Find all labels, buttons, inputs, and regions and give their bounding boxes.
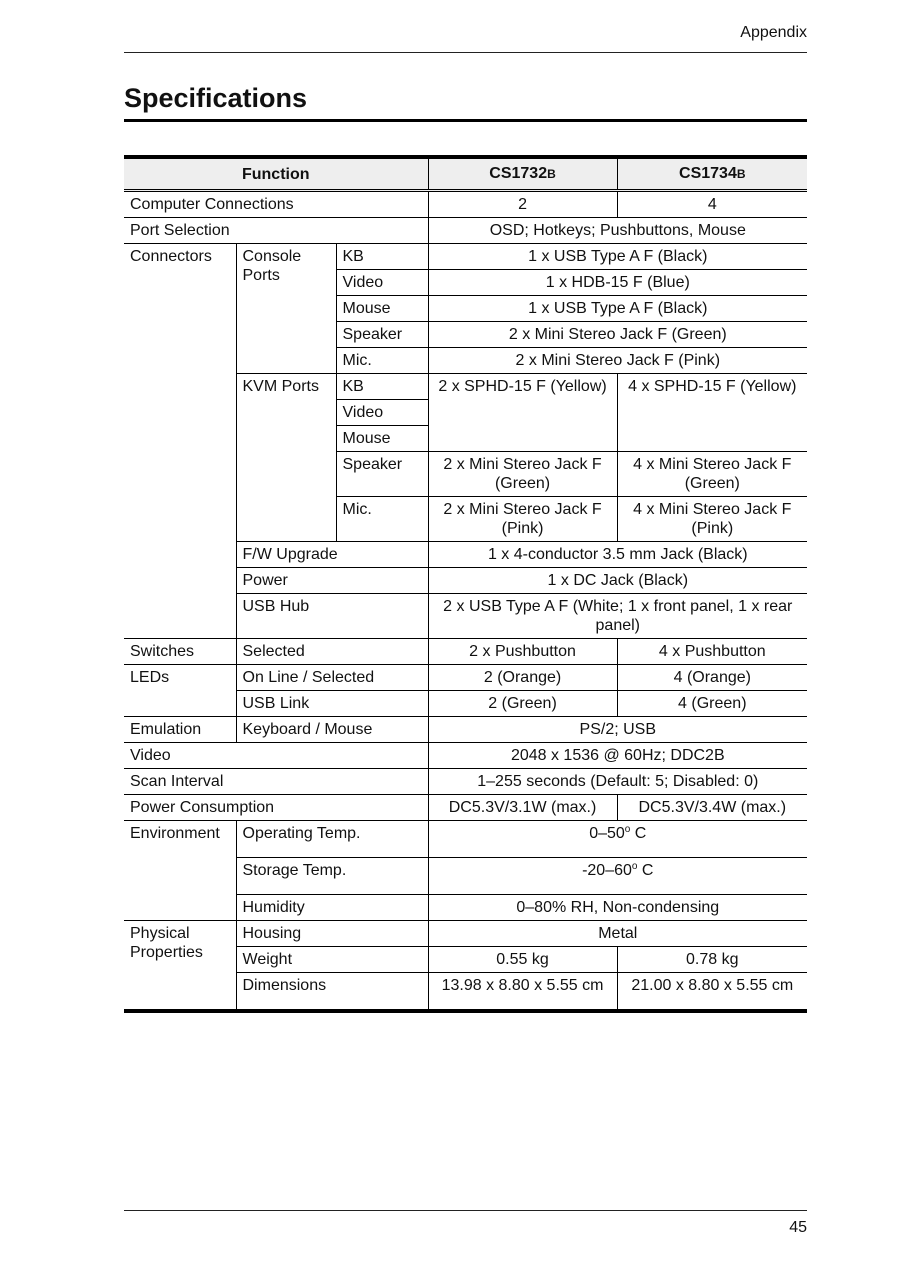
value-cs1732b: 2 x Pushbutton	[428, 639, 617, 665]
value-cs1734b: 0.78 kg	[617, 947, 807, 973]
function-header: Function	[124, 157, 428, 191]
degree-mark: o	[624, 824, 631, 835]
value-shared: 2 x Mini Stereo Jack F (Green)	[428, 322, 807, 348]
row-label-computer-connections: Computer Connections	[124, 191, 428, 218]
sub-label-storage-temp: Storage Temp.	[236, 858, 428, 895]
model-header-cs1732b	[428, 157, 617, 191]
table-row	[124, 639, 807, 665]
group-label-console-ports: Console Ports	[236, 244, 336, 374]
value-shared: 1 x 4-conductor 3.5 mm Jack (Black)	[428, 542, 807, 568]
table-row	[124, 743, 807, 769]
running-header: Appendix	[740, 24, 807, 41]
title-rule	[124, 119, 807, 122]
value-shared: 1 x HDB-15 F (Blue)	[428, 270, 807, 296]
value-cs1732b: DC5.3V/3.1W (max.)	[428, 795, 617, 821]
value-shared: 2048 x 1536 @ 60Hz; DDC2B	[428, 743, 807, 769]
page-title: Specifications	[124, 83, 308, 113]
table-row	[124, 795, 807, 821]
value-shared	[428, 858, 807, 895]
value-shared: Metal	[428, 921, 807, 947]
value-cs1734b: 4	[617, 191, 807, 218]
sub-label-dimensions: Dimensions	[236, 973, 428, 1012]
sub-label-usb-hub: USB Hub	[236, 594, 428, 639]
sub-label-mouse: Mouse	[336, 296, 428, 322]
footer-rule	[124, 1210, 807, 1211]
table-row	[124, 665, 807, 691]
sub-label-video: Video	[336, 270, 428, 296]
row-label-port-selection: Port Selection	[124, 218, 428, 244]
sub-label-selected: Selected	[236, 639, 428, 665]
value-cs1734b: 4 x SPHD-15 F (Yellow)	[617, 374, 807, 452]
unit-text: C	[637, 862, 654, 879]
row-label-environment: Environment	[124, 821, 236, 921]
sub-label-usb-link: USB Link	[236, 691, 428, 717]
sub-label-fw-upgrade: F/W Upgrade	[236, 542, 428, 568]
value-cs1734b: 4 (Green)	[617, 691, 807, 717]
sub-label-housing: Housing	[236, 921, 428, 947]
value-shared	[428, 821, 807, 858]
table-row	[124, 244, 807, 270]
value-cs1732b: 2 x Mini Stereo Jack F (Pink)	[428, 497, 617, 542]
value-shared: OSD; Hotkeys; Pushbuttons, Mouse	[428, 218, 807, 244]
sub-label-online-selected: On Line / Selected	[236, 665, 428, 691]
value-cs1734b: 4 x Pushbutton	[617, 639, 807, 665]
value-cs1732b: 2	[428, 191, 617, 218]
table-row	[124, 821, 807, 858]
table-row	[124, 191, 807, 218]
sub-label-operating-temp: Operating Temp.	[236, 821, 428, 858]
table-row	[124, 921, 807, 947]
value-shared: 1 x DC Jack (Black)	[428, 568, 807, 594]
value-shared: 1 x USB Type A F (Black)	[428, 296, 807, 322]
model-suffix: B	[547, 167, 556, 181]
value-cs1732b: 2 x SPHD-15 F (Yellow)	[428, 374, 617, 452]
value-cs1734b: 4 x Mini Stereo Jack F (Pink)	[617, 497, 807, 542]
row-label-scan-interval: Scan Interval	[124, 769, 428, 795]
value-cs1732b: 2 x Mini Stereo Jack F (Green)	[428, 452, 617, 497]
model-header-cs1734b	[617, 157, 807, 191]
sub-label-weight: Weight	[236, 947, 428, 973]
value-shared: 1–255 seconds (Default: 5; Disabled: 0)	[428, 769, 807, 795]
sub-label-keyboard-mouse: Keyboard / Mouse	[236, 717, 428, 743]
value-cs1732b: 2 (Orange)	[428, 665, 617, 691]
table-row	[124, 218, 807, 244]
group-label-kvm-ports: KVM Ports	[236, 374, 336, 542]
value-shared: 2 x Mini Stereo Jack F (Pink)	[428, 348, 807, 374]
sub-label-kb: KB	[336, 244, 428, 270]
sub-label-video: Video	[336, 400, 428, 426]
value-cs1734b: DC5.3V/3.4W (max.)	[617, 795, 807, 821]
value-cs1734b: 4 (Orange)	[617, 665, 807, 691]
value-text: -20–60	[582, 862, 632, 879]
model-suffix: B	[736, 167, 746, 181]
value-shared: PS/2; USB	[428, 717, 807, 743]
value-cs1732b: 2 (Green)	[428, 691, 617, 717]
sub-label-power: Power	[236, 568, 428, 594]
specifications-table	[124, 155, 807, 1013]
degree-mark: o	[631, 861, 638, 872]
row-label-power-consumption: Power Consumption	[124, 795, 428, 821]
page-number: 45	[789, 1219, 807, 1236]
row-label-video: Video	[124, 743, 428, 769]
value-cs1734b: 21.00 x 8.80 x 5.55 cm	[617, 973, 807, 1012]
model-name: CS1734	[679, 165, 737, 182]
value-cs1734b: 4 x Mini Stereo Jack F (Green)	[617, 452, 807, 497]
sub-label-mic: Mic.	[336, 348, 428, 374]
header-rule	[124, 52, 807, 53]
sub-label-mic: Mic.	[336, 497, 428, 542]
row-label-physical-properties: Physical Properties	[124, 921, 236, 1012]
model-name: CS1732	[489, 165, 548, 182]
sub-label-speaker: Speaker	[336, 452, 428, 497]
value-cs1732b: 0.55 kg	[428, 947, 617, 973]
table-header-row	[124, 157, 807, 191]
value-shared: 0–80% RH, Non-condensing	[428, 895, 807, 921]
row-label-leds: LEDs	[124, 665, 236, 717]
row-label-connectors: Connectors	[124, 244, 236, 639]
value-cs1732b: 13.98 x 8.80 x 5.55 cm	[428, 973, 617, 1012]
sub-label-kb: KB	[336, 374, 428, 400]
unit-text: C	[630, 825, 647, 842]
table-row	[124, 717, 807, 743]
value-text: 0–50	[589, 825, 625, 842]
table-row	[124, 769, 807, 795]
row-label-switches: Switches	[124, 639, 236, 665]
row-label-emulation: Emulation	[124, 717, 236, 743]
value-shared: 2 x USB Type A F (White; 1 x front panel, 1 x rear panel)	[428, 594, 807, 639]
sub-label-mouse: Mouse	[336, 426, 428, 452]
sub-label-humidity: Humidity	[236, 895, 428, 921]
value-shared: 1 x USB Type A F (Black)	[428, 244, 807, 270]
sub-label-speaker: Speaker	[336, 322, 428, 348]
